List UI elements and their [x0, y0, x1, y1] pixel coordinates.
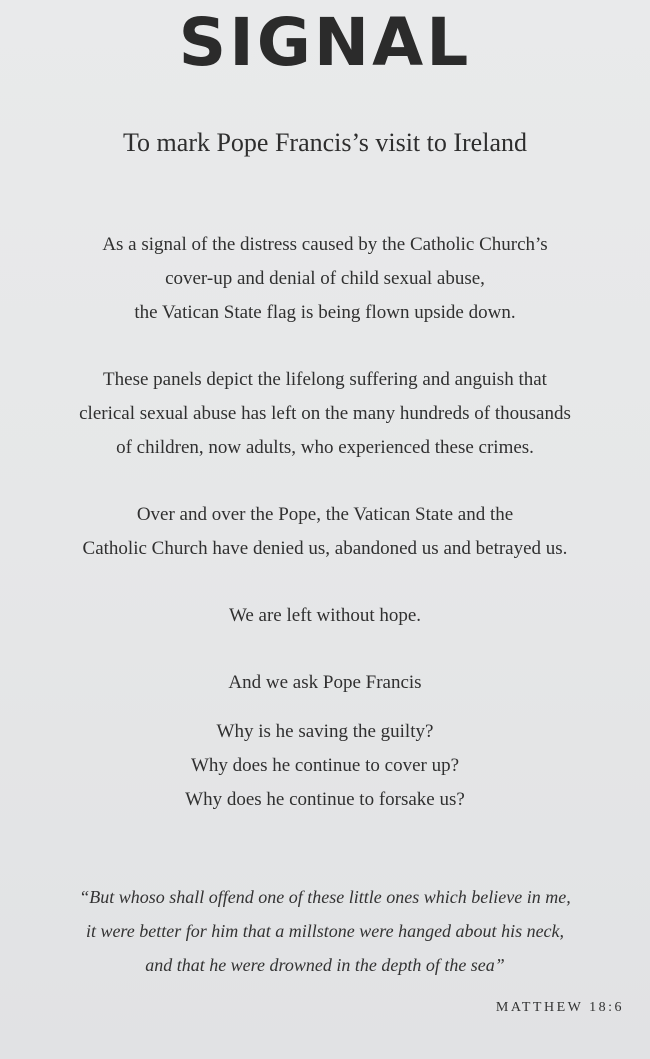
quote-line: “But whoso shall offend one of these little ones which believe in me,: [79, 887, 571, 907]
paragraph-line: These panels depict the lifelong suffering and anguish that: [103, 369, 547, 390]
paragraph-questions: [20, 715, 630, 817]
paragraph-hope: [20, 599, 630, 633]
question-line: Why does he continue to cover up?: [190, 755, 460, 776]
paragraph-ask: [20, 666, 630, 700]
paragraph-line: Catholic Church have denied us, abandoned us and betrayed us.: [82, 538, 568, 559]
paragraph-line: We are left without hope.: [228, 605, 422, 626]
paragraph-line: clerical sexual abuse has left on the many hundreds of thousands: [79, 403, 571, 424]
paragraph-line: As a signal of the distress caused by the Catholic Church’s: [102, 234, 548, 255]
quote-line: it were better for him that a millstone were hanged about his neck,: [85, 921, 565, 941]
poster-title: SIGNAL: [178, 4, 472, 81]
scripture-quote: [20, 880, 630, 982]
paragraph-line: the Vatican State flag is being flown upside down.: [134, 302, 516, 323]
paragraph-signal: [20, 228, 630, 330]
quote-citation: MATTHEW 18:6: [495, 1000, 624, 1015]
question-line: Why is he saving the guilty?: [216, 721, 434, 742]
paragraph-line: cover-up and denial of child sexual abuse,: [165, 268, 485, 289]
paragraph-betrayal: [20, 498, 630, 566]
paragraph-panels: [20, 363, 630, 465]
paragraph-line: Over and over the Pope, the Vatican State and the: [136, 504, 514, 525]
quote-line: and that he were drowned in the depth of the sea”: [145, 955, 505, 975]
paragraph-line: And we ask Pope Francis: [228, 672, 422, 693]
poster-subtitle: To mark Pope Francis’s visit to Ireland: [122, 128, 527, 157]
paragraph-line: of children, now adults, who experienced these crimes.: [116, 437, 534, 458]
question-line: Why does he continue to forsake us?: [185, 789, 465, 810]
